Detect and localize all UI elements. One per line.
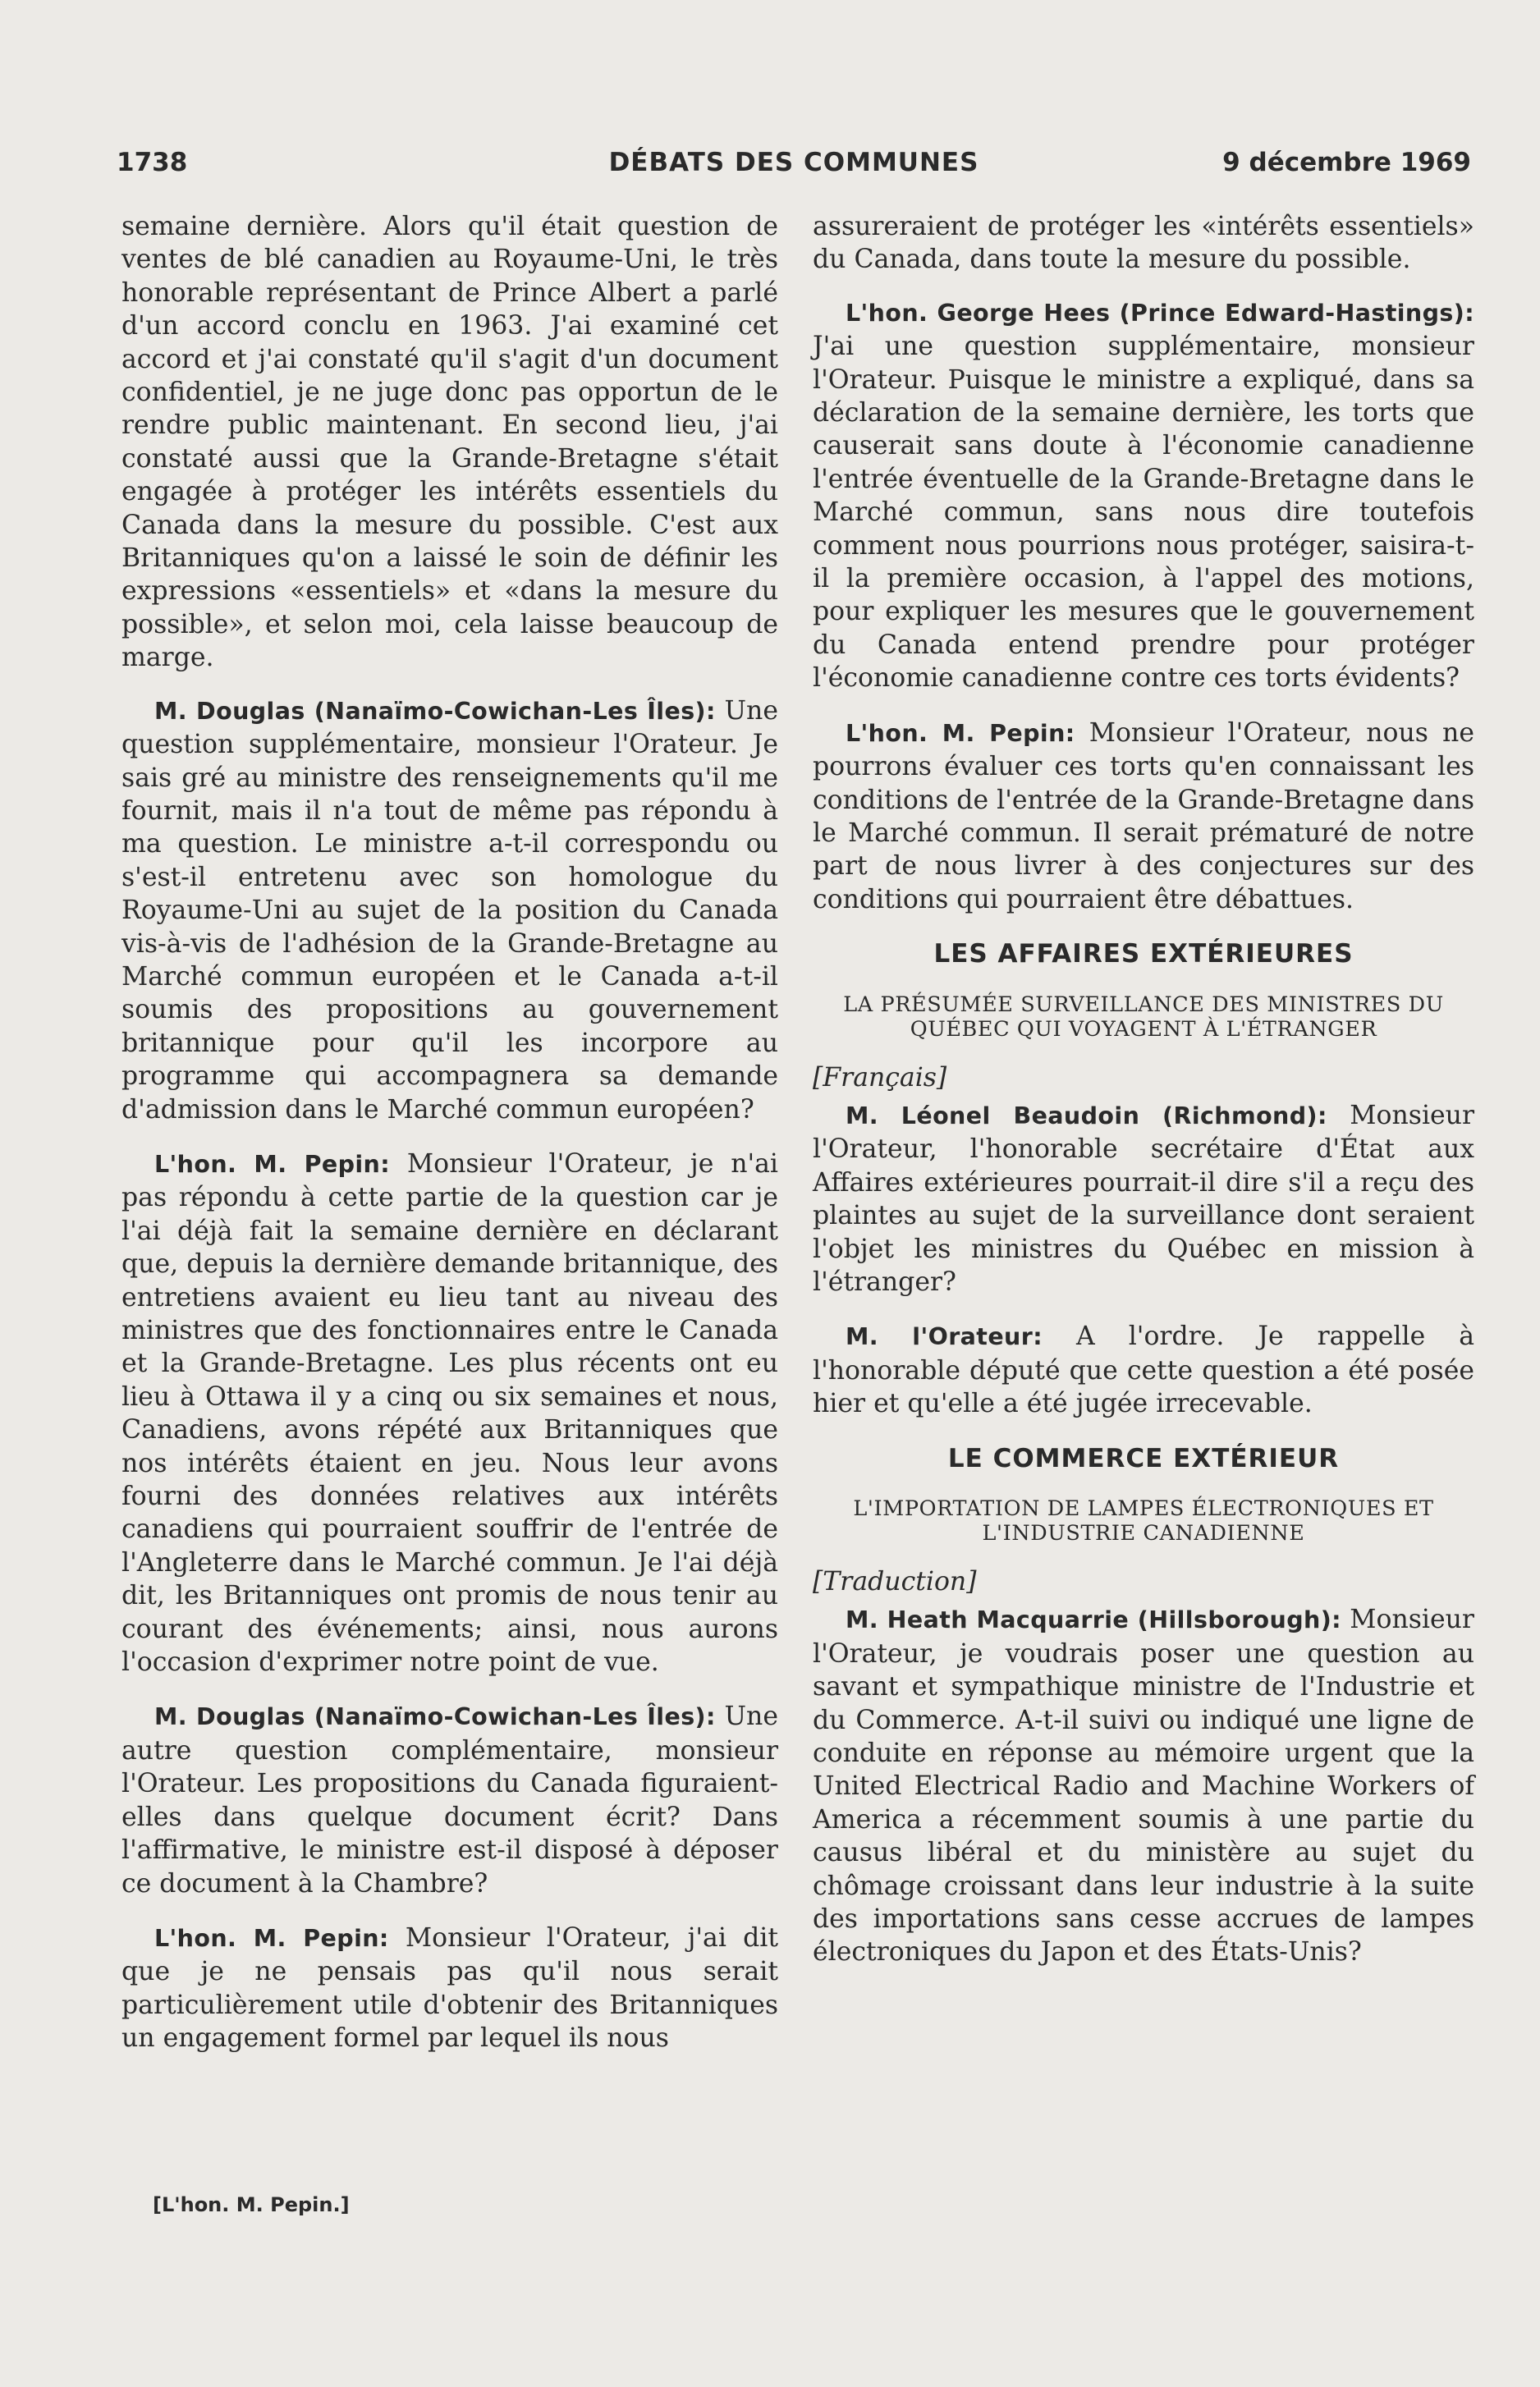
speaker-name: M. Douglas (Nanaïmo-Cowichan-Les Îles): [154,1703,716,1731]
issue-date: 9 décembre 1969 [1222,148,1471,177]
left-column [121,210,778,2077]
speech-text: A l'ordre. Je rappelle à l'honorable député que cette question a été posée hier et qu'elle a été jugée irrecevable. [813,1322,1474,1419]
language-marker: [Français] [813,1062,947,1093]
right-column [813,210,1474,1991]
speech-paragraph [813,1099,1474,1299]
speaker-name: L'hon. M. Pepin: [154,1924,389,1952]
section-subheading: LA PRÉSUMÉE SURVEILLANCE DES MINISTRES DU QUÉBEC QUI VOYAGENT À L'ÉTRANGER [843,992,1444,1042]
speech-text: Une autre question complémentaire, monsieur l'Orateur. Les propositions du Canada figuraient-elles dans quelque document écrit? Dans l'affirmative, le ministre est-il disposé à déposer ce document à la Chambre? [121,1702,778,1899]
speaker-name: L'hon. M. Pepin: [154,1150,391,1178]
section-subheading: L'IMPORTATION DE LAMPES ÉLECTRONIQUES ET L'INDUSTRIE CANADIENNE [853,1496,1434,1546]
speaker-name: M. Léonel Beaudoin (Richmond): [846,1102,1327,1129]
speaker-name: M. l'Orateur: [846,1323,1043,1351]
speech-paragraph [813,1603,1474,1968]
speech-paragraph [121,1148,778,1679]
speaker-name: L'hon. George Hees (Prince Edward-Hastings): [846,299,1474,327]
speech-text: Monsieur l'Orateur, je voudrais poser une question au savant et sympathique ministre de l'Industrie et du Commerce. A-t-il suivi ou indiqué une ligne de conduite en réponse au mémoire urgent que la United Electrical Radio and Machine Workers of America a récemment soumis à une partie du causus libéral et du ministère au sujet du chômage croissant dans leur industrie à la suite des importations sans cesse accrues de lampes électroniques du Japon et des États-Unis? [813,1605,1474,1968]
speech-paragraph [121,1700,778,1899]
running-header [117,141,1471,182]
speaker-name: M. Heath Macquarrie (Hillsborough): [846,1606,1341,1634]
paragraph: assureraient de protéger les «intérêts essentiels» du Canada, dans toute la mesure du possible. [813,212,1474,275]
speaker-name: L'hon. M. Pepin: [846,719,1075,747]
speech-text: Monsieur l'Orateur, j'ai dit que je ne pensais pas qu'il nous serait particulièrement utile d'obtenir des Britanniques un engagement formel par lequel ils nous [121,1922,778,2054]
speech-text: Monsieur l'Orateur, nous ne pourrons évaluer ces torts qu'en connaissant les conditions de l'entrée de la Grande-Bretagne dans le Marché commun. Il serait prématuré de notre part de nous livrer à des conjectures sur des conditions qui pourraient être débattues. [813,717,1475,914]
speech-text: J'ai une question supplémentaire, monsieur l'Orateur. Puisque le ministre a expliqué, dans sa déclaration de la semaine dernière, les torts que causerait sans doute à l'économie canadienne l'entrée éventuelle de la Grande-Bretagne dans le Marché commun, sans nous dire toutefois comment nous pourrions nous protéger, saisira-t-il la première occasion, à l'appel des motions, pour expliquer les mesures que le gouvernement du Canada entend prendre pour protéger l'économie canadienne contre ces torts évidents? [813,332,1474,694]
speech-paragraph [813,717,1474,916]
speech-paragraph [121,694,778,1126]
speech-paragraph [813,1320,1474,1420]
speaker-name: M. Douglas (Nanaïmo-Cowichan-Les Îles): [154,697,716,725]
section-heading: LE COMMERCE EXTÉRIEUR [947,1443,1340,1473]
page-footer-note: [L'hon. M. Pepin.] [153,2193,350,2216]
paragraph: semaine dernière. Alors qu'il était question de ventes de blé canadien au Royaume-Uni, le très honorable représentant de Prince Albert a parlé d'un accord conclu en 1963. J'ai examiné cet accord et j'ai constaté qu'il s'agit d'un document confidentiel, je ne juge donc pas opportun de le rendre public maintenant. En second lieu, j'ai constaté aussi que la Grande-Bretagne s'était engagée à protéger les intérêts essentiels du Canada dans la mesure du possible. C'est aux Britanniques qu'on a laissé le soin de définir les expressions «essentiels» et «dans la mesure du possible», et selon moi, cela laisse beaucoup de marge. [121,212,778,673]
speech-text: Monsieur l'Orateur, je n'ai pas répondu à cette partie de la question car je l'ai déjà fait la semaine dernière en déclarant que, depuis la dernière demande britannique, des entretiens avaient eu lieu tant au niveau des ministres que des fonctionnaires entre le Canada et la Grande-Bretagne. Les plus récents ont eu lieu à Ottawa il y a cinq ou six semaines et nous, Canadiens, avons répété aux Britanniques que nos intérêts étaient en jeu. Nous leur avons fourni des données relatives aux intérêts canadiens qui pourraient souffrir de l'entrée de l'Angleterre dans le Marché commun. Je l'ai déjà dit, les Britanniques ont promis de nous tenir au courant des événements; ainsi, nous aurons l'occasion d'exprimer notre point de vue. [121,1148,778,1678]
speech-text: Une question supplémentaire, monsieur l'Orateur. Je sais gré au ministre des renseignements qu'il me fournit, mais il n'a tout de même pas répondu à ma question. Le ministre a-t-il correspondu ou s'est-il entretenu avec son homologue du Royaume-Uni au sujet de la position du Canada vis-à-vis de l'adhésion de la Grande-Bretagne au Marché commun européen et le Canada a-t-il soumis des propositions au gouvernement britannique pour qu'il les incorpore au programme qui accompagnera sa demande d'admission dans le Marché commun européen? [121,695,778,1125]
section-heading: LES AFFAIRES EXTÉRIEURES [933,939,1354,969]
page-number: 1738 [117,148,188,177]
speech-paragraph [121,1922,778,2055]
language-marker: [Traduction] [813,1567,977,1597]
speech-text: Monsieur l'Orateur, l'honorable secrétaire d'État aux Affaires extérieures pourrait-il dire s'il a reçu des plaintes au sujet de la surveillance dont seraient l'objet les ministres du Québec en mission à l'étranger? [813,1100,1475,1297]
speech-paragraph [813,296,1474,695]
publication-title: DÉBATS DES COMMUNES [608,148,979,177]
